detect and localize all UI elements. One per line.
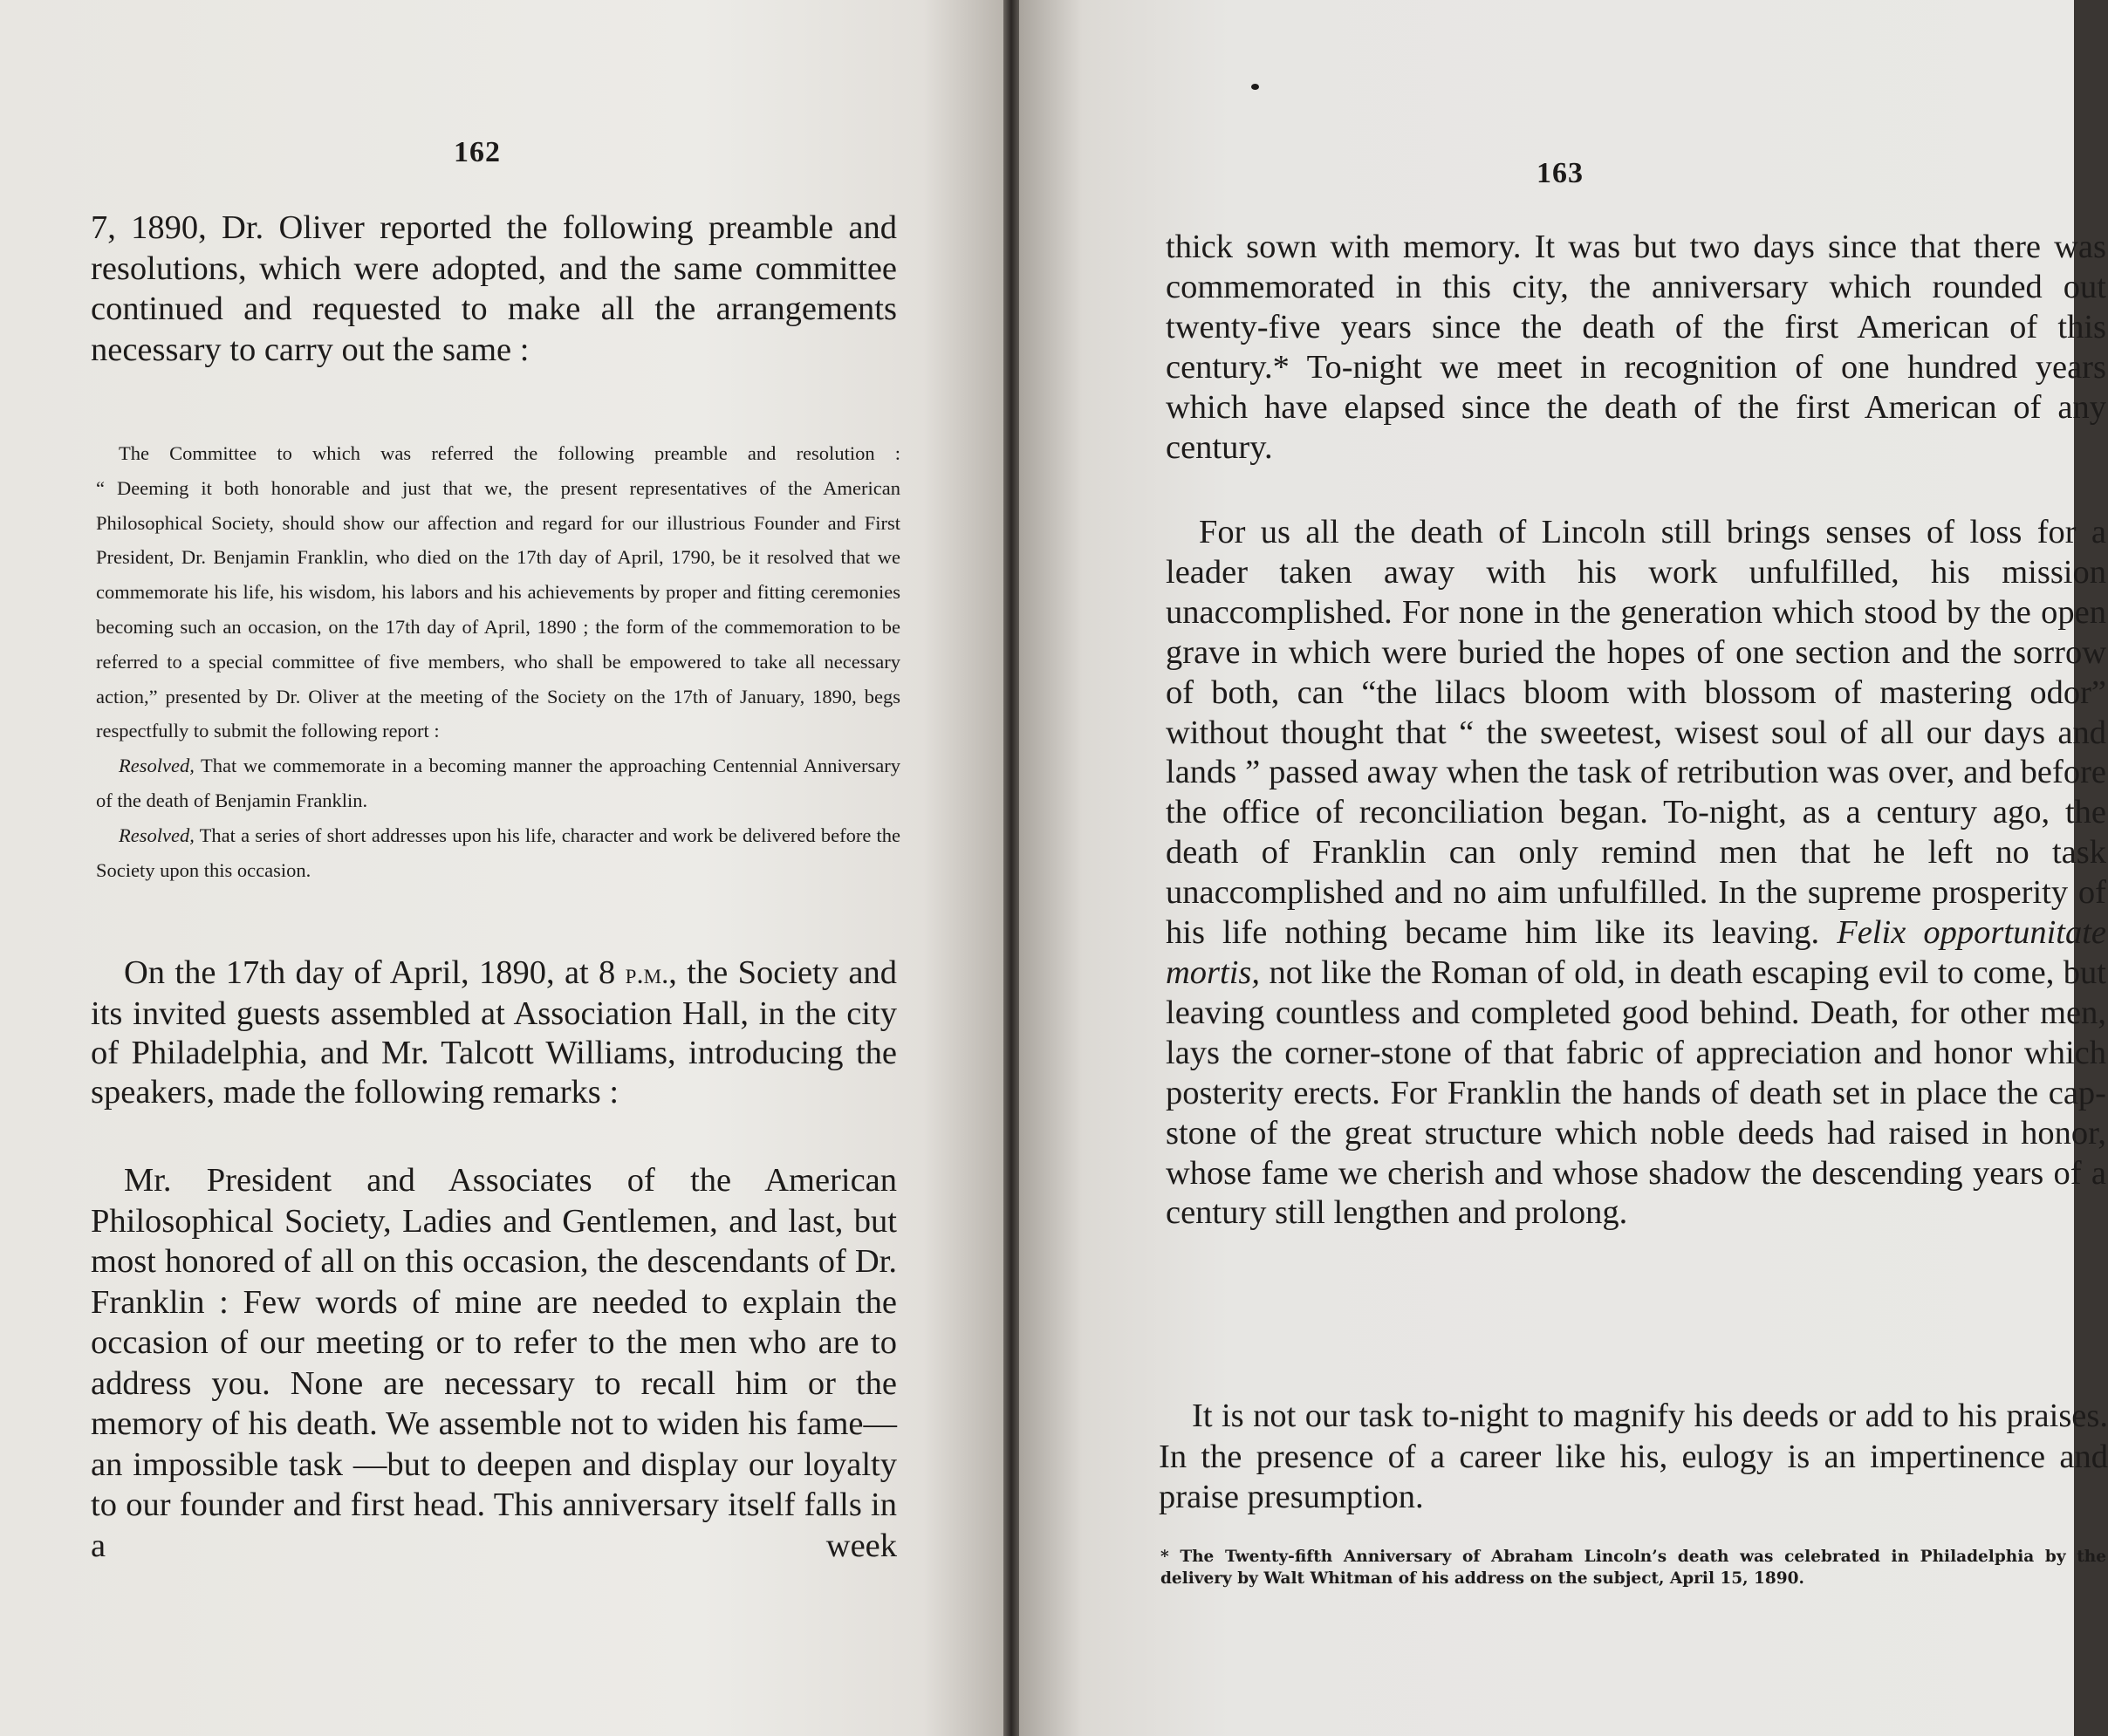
address-text: Mr. President and Associates of the American Philosophical Society, Ladies and Gentlemen, and last, but most honored of all on this occasion, the descendants of Dr. Franklin : Few words of mine are needed to explain the occasion of our meeting or to refer to the men who are to address you. None are necessary to recall him or the memory of his death. We assemble not to widen his fame—an impossible task —but to deepen and display our loyalty to our founder and first head. This anniversary itself falls in a week (91, 1162, 897, 1564)
footnote: * The Twenty-fifth Anniversary of Abraham Lincoln’s death was celebrated in Philadelphia by the delivery by Walt Whitman of his address on the subject, April 15, 1890. (1160, 1548, 2106, 1588)
latin-phrase: Felix opportunitate mortis, (1166, 914, 2106, 991)
report-intro: The Committee to which was referred the following preamble and resolution : (119, 442, 900, 464)
paragraph-3 (1159, 1396, 2108, 1518)
intro-text: 7, 1890, Dr. Oliver reported the following preamble and resolutions, which were adopted, and the same committee continued and requested to make all the arrangements necessary to carry out the same : (91, 209, 897, 368)
meeting-text-b: , the Society and its invited guests assembled at Association Hall, in the city of Philadelphia, and Mr. Talcott Williams, introducing the speakers, made the following remarks : (91, 954, 898, 1111)
meeting-text-a: On the 17th day of April, 1890, at 8 (124, 954, 616, 991)
paragraph-1 (1166, 227, 2106, 468)
page-number-left: 162 (454, 136, 501, 168)
resolved-word-1: Resolved, (119, 755, 195, 777)
meeting-text (91, 953, 897, 1112)
resolution-1 (96, 748, 900, 818)
committee-report (96, 436, 900, 887)
right-page (1019, 0, 2108, 1736)
resolution-1-text: That we commemorate in a becoming manner the approaching Centennial Anniversary of the death of Benjamin Franklin. (96, 755, 901, 811)
paragraph-2-text-b: not like the Roman of old, in death escaping evil to come, but leaving countless and completed good behind. Death, for other men, lays the corner-stone of that fabric of appreciation and honor which posterity erects. For Franklin the hands of death set in place the cap-stone of the great structure which noble deeds had raised in honor, whose fame we cherish and whose shadow the descending years of a century still lengthen and prolong. (1166, 953, 2106, 1232)
paragraph-1-text: thick sown with memory. It was but two days since that there was commemorated in this city, the anniversary which rounded out twenty-five years since the death of the first American of this century.* To-night we meet in recognition of one hundred years which have elapsed since the death of the first American of any century. (1166, 229, 2106, 466)
paragraph-3-text: It is not our task to-night to magnify his deeds or add to his praises. In the presence of a career like his, eulogy is an impertinence and praise presumption. (1159, 1398, 2108, 1515)
intro-paragraph (91, 208, 897, 370)
page-number-right: 163 (1537, 157, 1584, 189)
paragraph-2-text (1166, 513, 2106, 1234)
book-gutter (1003, 0, 1019, 1736)
ink-speck (1251, 84, 1259, 90)
resolution-2-text: That a series of short addresses upon his life, character and work be delivered before the Society upon this occasion. (96, 824, 900, 881)
resolution-2 (96, 818, 900, 888)
left-page (0, 0, 1003, 1736)
report-quote: “ Deeming it both honorable and just that we, the present representatives of the American Philosophical Society, should show our affection and regard for our illustrious Founder and First President, Dr. Benjamin Franklin, who died on the 17th day of April, 1790, be it resolved that we commemorate his life, his wisdom, his labors and his achievements by proper and fitting ceremonies becoming such an occasion, on the 17th day of April, 1890 ; the form of the commemoration to be referred to a special committee of five members, who shall be empowered to take all necessary action,” presented by Dr. Oliver at the meeting of the Society on the 17th of January, 1890, begs respectfully to submit the following report : (96, 476, 900, 742)
resolved-word-2: Resolved, (119, 824, 195, 846)
paragraph-2-text-a: For us all the death of Lincoln still brings senses of loss for a leader taken away with his work unfulfilled, his mission unaccomplished. For none in the generation which stood by the open grave in which were buried the hopes of one section and the sorrow of both, can “the lilacs bloom with blossom of mastering odor” without thought that “ the sweetest, wisest soul of all our days and lands ” passed away when the task of retribution was over, and before the office of reconciliation began. To-night, as a century ago, the death of Franklin can only remind men that he left no task unaccomplished and no aim unfulfilled. In the supreme prosperity of his life nothing became him like its leaving. (1166, 514, 2106, 952)
address-paragraph (91, 1160, 897, 1566)
paragraph-2 (1166, 513, 2106, 1234)
meeting-time: p.m. (625, 959, 669, 990)
meeting-paragraph (91, 953, 897, 1112)
